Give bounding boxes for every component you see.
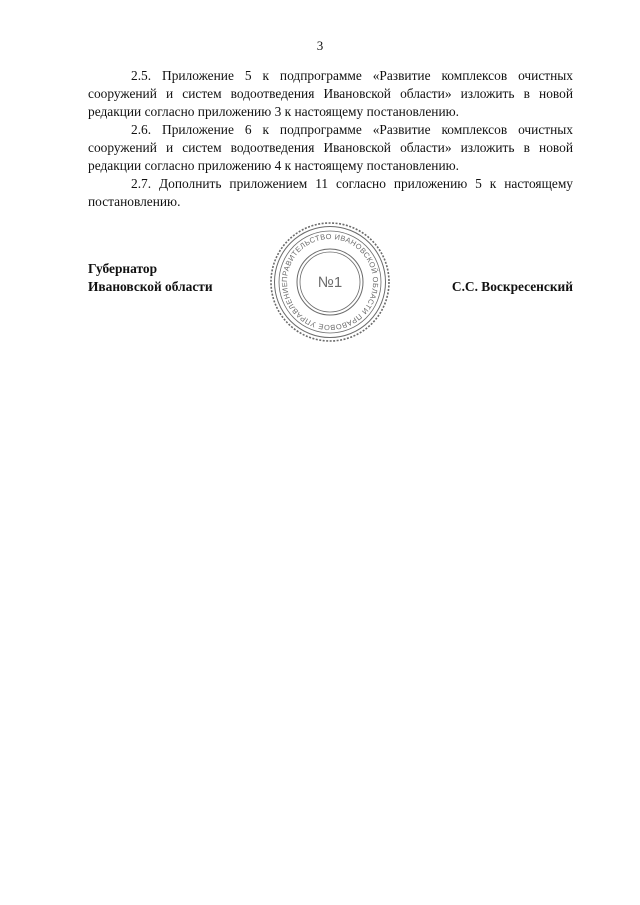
paragraph-2-7: 2.7. Дополнить приложением 11 согласно приложению 5 к настоящему постановлению. <box>88 176 573 209</box>
signatory-position: Губернатор <box>88 261 158 276</box>
signatory-region: Ивановской области <box>88 279 213 294</box>
seal-ring-text: ПРАВИТЕЛЬСТВО ИВАНОВСКОЙ ОБЛАСТИ ПРАВОВОЕ УПРАВЛЕНИЕ <box>279 231 381 333</box>
signatory-name: С.С. Воскресенский <box>451 279 573 294</box>
seal-number: №1 <box>317 274 343 291</box>
document-body <box>88 67 573 211</box>
seal-icon <box>268 220 392 344</box>
signatory-title <box>88 260 213 296</box>
paragraph-2-5: 2.5. Приложение 5 к подпрограмме «Развитие комплексов очистных сооружений и систем водоотведения Ивановской области» изложить в новой редакции согласно приложению 3 к настоящему постановлению. <box>88 68 573 119</box>
official-seal <box>268 220 392 344</box>
paragraph-2-6: 2.6. Приложение 6 к подпрограмме «Развитие комплексов очистных сооружений и систем водоотведения Ивановской области» изложить в новой редакции согласно приложению 4 к настоящему постановлению. <box>88 122 573 173</box>
page-number: 3 <box>316 38 324 53</box>
